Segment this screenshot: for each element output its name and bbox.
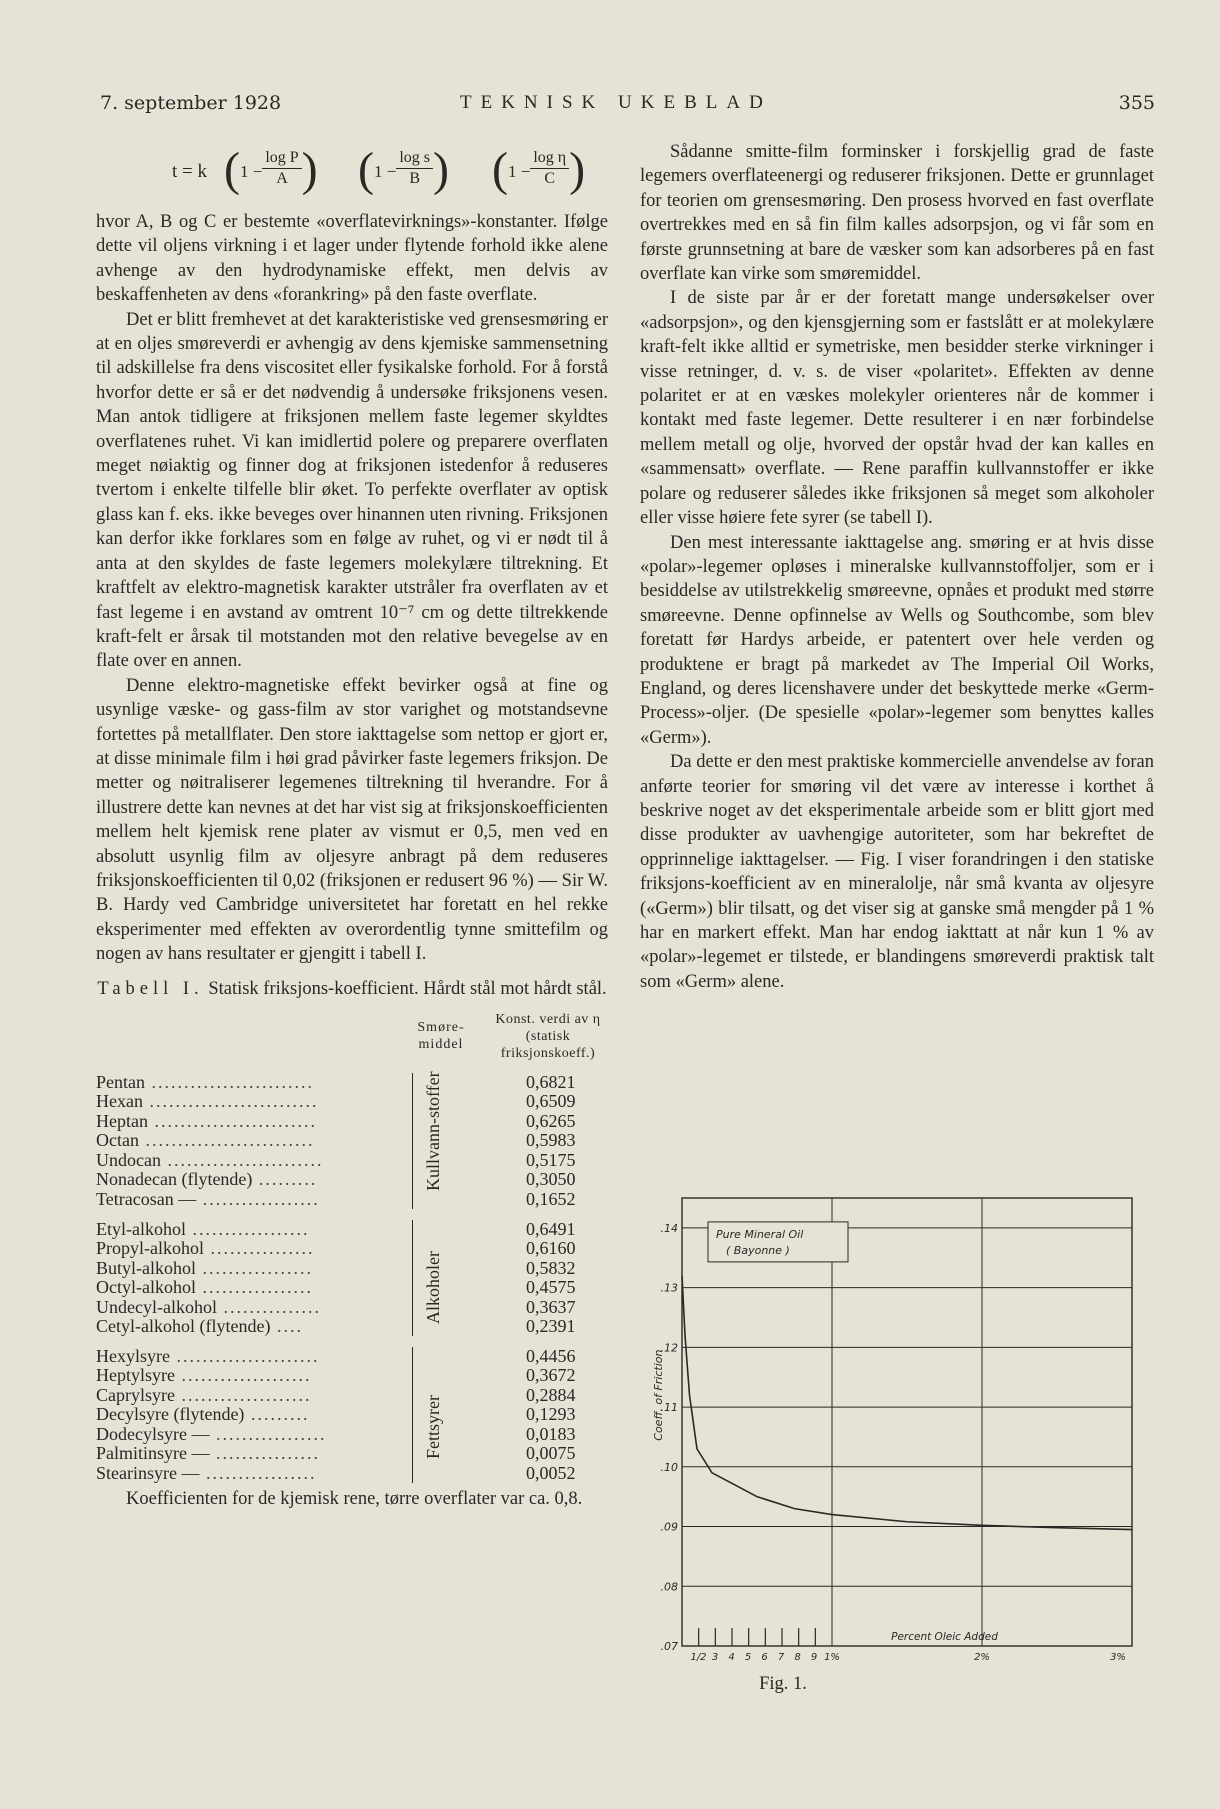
formula-term-3: (1 − $\frac{\text{log η}}{C}$ ) (492, 143, 586, 196)
paragraph: I de siste par år er der foretatt mange undersøkelser over «adsorpsjon», og den kjensgjerning som er fastslått er at molekylære kraft-felt ikke alltid er symetriske, men besidder sterke virkninger i visse retninger, d. v. s. de viser «polaritet». Effekten av denne polaritet er at en væskes molekyler orienteres når de kommer i kontakt med faste legemer. Dette resulterer i en nær forbindelse mellem metall og olje, hvorved der opstår hvad der kan kalles en «sammensatt» overflate. — Rene paraffin kullvannstoffer er ikke polare og reduserer således ikke friksjonen så meget som alkoholer eller visse høiere fete syrer (se tabell I). (640, 288, 1154, 529)
x-tick-label: 3 (711, 1652, 719, 1663)
y-tick-label: .09 (660, 1520, 678, 1534)
friction-table (96, 1011, 608, 1510)
x-tick-label: 1% (824, 1652, 840, 1663)
table-row: Hexylsyre ...................... 0,4456 (96, 1345, 576, 1366)
legend-label: ( Bayonne ) (726, 1243, 790, 1257)
running-header (100, 92, 1155, 120)
x-tick-label: 5 (744, 1652, 752, 1663)
x-tick-label: 1/2 (690, 1652, 707, 1663)
y-tick-label: .08 (660, 1580, 678, 1594)
table-row: Butyl-alkohol ................. 0,5832 (96, 1257, 576, 1278)
table-row: Nonadecan (flytende) ......... 0,3050 (96, 1169, 576, 1190)
y-tick-label: .10 (660, 1460, 678, 1474)
left-column (96, 140, 608, 1510)
x-tick-label: 8 (794, 1652, 801, 1663)
group-label: Fettsyrer (423, 1394, 443, 1459)
x-tick-label: 2% (974, 1652, 990, 1663)
table-row: Heptan ......................... 0,6265 (96, 1110, 576, 1131)
group-label: Alkoholer (423, 1250, 443, 1324)
y-tick-label: .07 (660, 1640, 678, 1653)
y-tick-label: .13 (660, 1281, 678, 1295)
x-tick-label: 6 (761, 1652, 768, 1663)
paragraph: Sådanne smitte-film forminsker i forskjellig grad de faste legemers overflateenergi og reduserer friksjonen. Dette er grunnlaget for teorien om grensesmøring. Den prosess hvorved en fast overflate overtrekkes med en så fin film kalles adsorpsjon, og vi får som en første grunnsetning at bare de væsker som kan adsorberes på en fast overflate kan virke som smøremiddel. (640, 142, 1154, 285)
legend-label: Pure Mineral Oil (716, 1227, 804, 1241)
col-header-value: Konst. verdi av η (statisk friksjonskoeff.) (495, 1011, 601, 1061)
table-header (96, 1011, 608, 1073)
table-caption: Tabell I. Statisk friksjons-koefficient. Hårdt stål mot hårdt stål. (97, 978, 607, 999)
table-row: Palmitinsyre — ................ 0,0075 (96, 1443, 576, 1464)
table-row: Pentan ......................... 0,6821 (96, 1071, 576, 1092)
y-tick-label: .14 (660, 1221, 678, 1235)
table-row: Caprylsyre .................... 0,2884 (96, 1384, 576, 1405)
group-label: Kullvann-stoffer (423, 1070, 443, 1191)
figure-1 (648, 1186, 1158, 1716)
table-row: Tetracosan — .................. 0,1652 (96, 1188, 576, 1209)
y-axis-label: Coeff. of Friction (652, 1349, 665, 1441)
table-footnote: Koefficienten for de kjemisk rene, tørre overflater var ca. 0,8. (126, 1488, 583, 1509)
table-row: Octan .......................... 0,5983 (96, 1130, 576, 1151)
x-tick-label: 3% (1110, 1652, 1126, 1663)
table-row: Stearinsyre — ................. 0,0052 (96, 1462, 576, 1483)
table-row: Heptylsyre .................... 0,3672 (96, 1365, 576, 1386)
formula (96, 140, 608, 204)
table-row: Dodecylsyre — ................. 0,0183 (96, 1423, 576, 1444)
x-tick-label: 4 (728, 1652, 735, 1663)
table-row: Decylsyre (flytende) ......... 0,1293 (96, 1404, 576, 1425)
y-tick-label: .11 (660, 1401, 678, 1415)
journal-title: TEKNISK UKEBLAD (460, 92, 772, 113)
issue-date: 7. september 1928 (100, 92, 282, 114)
col-header-lubricant: Smøre-middel (417, 1019, 465, 1052)
paragraph: Det er blitt fremhevet at det karakteristiske ved grensesmøring er at en oljes smøreverdi er avhengig av dens kjemiske sammensetning til adskillelse fra dens viscositet eller fysikalske forhold. For å forstå hvorfor dette er så er det nødvendig å undersøke friksjonens vesen. Man antok tidligere at friksjonen mellem faste legemer skyldtes overflatenes ruhet. Vi kan imidlertid polere og preparere overflaten meget nøiaktig og finner dog at friksjonen istedenfor å reduseres tvertom i enkelte tilfelle blir øket. To perfekte overflater av optisk glass kan f. eks. ikke beveges over hinannen uten rivning. Friksjonen kan derfor ikke forklares som en følge av ruhet, og vi er nødt til å anta at den skyldes de faste legemers molekylære tiltrekning. Et kraftfelt av elektro-magnetisk karakter utstråler fra overflaten av et fast legeme i en avstand av omtrent 10⁻⁷ cm og dette tiltrekkende kraft-felt er årsak til motstanden mot den relative bevegelse av en flate over en annen. (96, 309, 608, 672)
table-group (96, 1220, 608, 1337)
series-line (682, 1276, 1132, 1530)
table-row: Octyl-alkohol ................. 0,4575 (96, 1277, 576, 1298)
x-tick-label: 7 (777, 1652, 785, 1663)
paragraph: Da dette er den mest praktiske kommercielle anvendelse av foran anførte teorier for smøring vil det være av interesse i korthet å beskrive noget av det eksperimentale arbeide som er blitt gjort med disse produkter av uavhengige autoriteter, som har bekreftet de opprinnelige iakttagelser. — Fig. I viser forandringen i den statiske friksjons-koefficient av en mineralolje, når små kvanta av oljesyre («Germ») blir tilsatt, og det viser sig at ganske små mengder på 1 % har en markert effekt. Man har endog iakttatt at når kun 1 % av «polar»-legemet er tilstede, er blandingens smøreverdi praktisk talt som «Germ» alene. (640, 752, 1154, 992)
table-row: Hexan .......................... 0,6509 (96, 1091, 576, 1112)
figure-caption: Fig. 1. (759, 1674, 807, 1694)
table-row: Cetyl-alkohol (flytende) .... 0,2391 (96, 1316, 576, 1337)
y-tick-label: .12 (660, 1341, 678, 1355)
table-row: Undecyl-alkohol ............... 0,3637 (96, 1296, 576, 1317)
friction-chart (648, 1186, 1158, 1666)
x-tick-label: 9 (810, 1652, 818, 1663)
x-axis-label: Percent Oleic Added (891, 1631, 998, 1643)
table-row: Propyl-alkohol ................ 0,6160 (96, 1238, 576, 1259)
plot-frame (682, 1198, 1132, 1646)
formula-term-1: (1 − $\frac{\text{log P}}{A}$ ) (224, 143, 318, 196)
table-row: Undocan ........................ 0,5175 (96, 1149, 576, 1170)
paragraph: Denne elektro-magnetiske effekt bevirker også at fine og usynlige væske- og gass-film av stor varighet og motstandsevne fortettes på metallflater. Den store iakttagelse som nettop er gjort er, at disse minimale film i høi grad påvirker faste legemers friksjon. De metter og nøitraliserer legemenes tiltrekning til hverandre. For å illustrere dette kan nevnes at det har vist sig at friksjonskoefficienten mellem helt kjemisk rene plater av vismut er 0,5, men ved en absolutt usynlig film av oljesyre anbragt på dem reduseres friksjonskoefficienten til 0,02 (friksjonen er redusert 96 %) — Sir W. B. Hardy ved Cambridge universitetet har foretatt en hel rekke eksperimenter med effekten av overordentlig tynne smittefilm og nogen av hans resultater er gjengitt i tabell I. (96, 675, 608, 965)
table-group (96, 1347, 608, 1484)
formula-term-2: (1 − $\frac{\text{log s}}{B}$ ) (358, 143, 449, 196)
paragraph: Den mest interessante iakttagelse ang. smøring er at hvis disse «polar»-legemer opløses i mineralske kullvannstoffoljer, som er i besiddelse av utilstrekkelig smøreevne, opnåes et produkt med større smøreevne. Denne opfinnelse av Wells og Southcombe, som blev foretatt før Hardys arbeide, er patentert over hele verden og produktene er bragt på markedet av The Imperial Oil Works, England, og deres licenshavere under det beskyttede merke «Germ-Process»-oljer. (De spesielle «polar»-legemer som benyttes kalles «Germ»). (640, 532, 1154, 748)
paragraph: hvor A, B og C er bestemte «overflatevirknings»-konstanter. Ifølge dette vil oljens virkning i et lager under flytende forhold ikke alene avhenge av den hydrodynamiske effekt, men delvis av beskaffenheten av dens «forankring» på den faste overflate. (96, 212, 608, 306)
table-row: Etyl-alkohol .................. 0,6491 (96, 1218, 576, 1239)
table-group (96, 1070, 608, 1210)
formula-lhs: t = k (172, 161, 207, 182)
right-column (640, 140, 1154, 994)
page-number: 355 (1118, 92, 1155, 114)
